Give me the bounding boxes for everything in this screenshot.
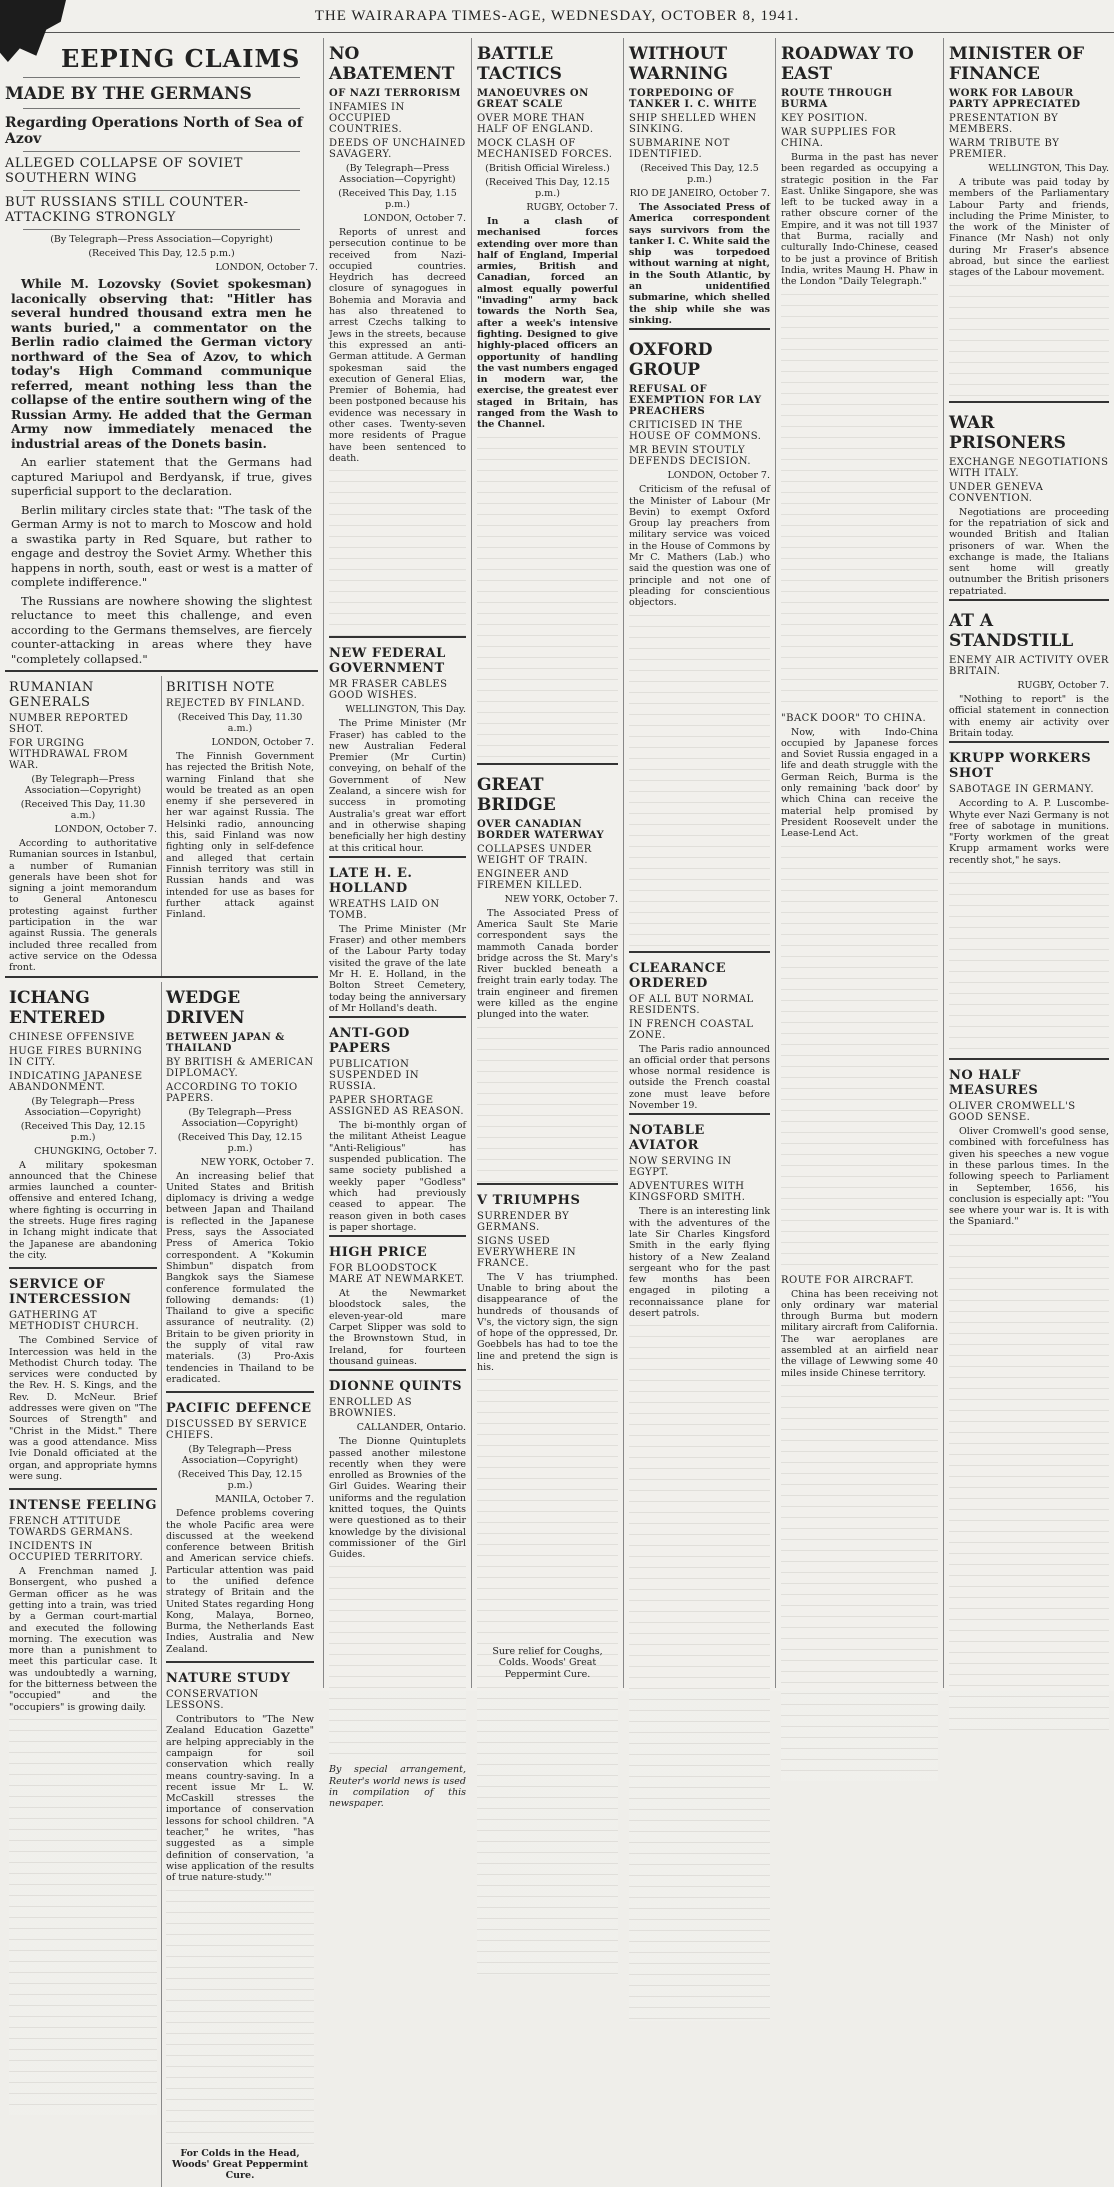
dateline: LONDON, October 7. [363, 213, 466, 224]
continued-text [781, 290, 938, 710]
headline: ANTI-GOD PAPERS [329, 1026, 410, 1057]
deck: MR FRASER CABLES GOOD WISHES. [329, 679, 448, 702]
article-body: According to authoritative Rumanian sources in Istanbul, a number of Rumanian generals have been shot for signing a joint memorandum to General Antonescu protesting against further participation in the war against Russia. The generals included three recalled from active service on the Odessa front. [9, 838, 157, 974]
deck: ROUTE THROUGH BURMA [781, 88, 893, 110]
article-body: Now, with Indo-China occupied by Japanese forces and Soviet Russia engaged in a life and death struggle with the German Reich, Burma is the only remaining 'back door' by which China can receive the material help promised by President Roosevelt under the Lease-Lend Act. [781, 726, 938, 840]
article-wedge-driven [166, 988, 314, 1386]
headline: RUMANIAN GENERALS [9, 680, 94, 710]
credit-line: (By Telegraph—Press Association—Copyright) [50, 234, 273, 245]
footnote: By special arrangement, Reuter's world news is used in compilation of this newspaper. [329, 1764, 466, 1810]
dateline: CHUNGKING, October 7. [34, 1145, 157, 1157]
article-body: Contributors to "The New Zealand Education Gazette" are helping appreciably in the campaign for soil conservation which really means country-saving. In a recent issue Mr L. W. McCaskill stresses the importance of conservation lessons for school children. "A teacher," he writes, "has suggested as a simple definition of conservation, 'a wise application of the results of true nature-study.'" [166, 1714, 314, 1884]
article-body: The Associated Press of America Sault Ste Marie correspondent says the mammoth Canada border bridge across the St. Mary's River buckled beneath a freight train early today. The train engineer and firemen were killed as the engine plunged into the water. [477, 907, 618, 1021]
sub-column-right [161, 982, 318, 2187]
dateline: LONDON, October 7. [667, 470, 770, 482]
article-pacific-defence [166, 1391, 314, 1655]
headline: LATE H. E. HOLLAND [329, 865, 413, 896]
headline: WITHOUT WARNING [629, 44, 728, 84]
continued-text [477, 433, 618, 763]
deck: OF ALL BUT NORMAL RESIDENTS. [629, 993, 754, 1016]
deck: CHINESE OFFENSIVE [9, 1031, 135, 1043]
deck: OVER MORE THAN HALF OF ENGLAND. [477, 113, 594, 135]
article-body: The Finnish Government has rejected the British Note, warning Finland that she would be treated as an open enemy if she persevered in her war against Russia. The Helsinki radio, announcing this, said Finland was now fighting only in self-defence and alleged that certain Finnish territory was still in Russian hands and was intended for use as bases for further attack against Finland. [166, 751, 314, 921]
column-1 [0, 38, 324, 2182]
dateline: RIO DE JANEIRO, October 7. [629, 188, 770, 199]
article-body: The bi-monthly organ of the militant Atheist League "Anti-Religious" has suspended publication. The same society published a weekly paper "Godless" which had previously ceased to appear. The reason given in both cases is paper shortage. [329, 1120, 466, 1233]
masthead-title: THE WAIRARAPA TIMES-AGE, WEDNESDAY, OCTOBER 8, 1941. [314, 7, 800, 24]
deck: ACCORDING TO TOKIO PAPERS. [166, 1081, 298, 1104]
advertisement: Sure relief for Coughs, Colds. Woods' Great Peppermint Cure. [492, 1646, 603, 1680]
deck: WARM TRIBUTE BY PREMIER. [949, 138, 1060, 160]
dateline: WELLINGTON, This Day. [988, 163, 1109, 174]
headline-counter-attacking: BUT RUSSIANS STILL COUNTER-ATTACKING STRONGLY [5, 195, 249, 225]
sub-columns-row-2 [5, 976, 318, 2187]
article-body: The Prime Minister (Mr Fraser) has cabled to the new Australian Federal Premier (Mr Curtin) conveying, on behalf of the Government of New Zealand, a sincere wish for success in promoting Australia's great war effort and in otherwise shaping beneficially her high destiny at this critical hour. [329, 718, 466, 854]
dateline: LONDON, October 7. [215, 262, 318, 273]
received-line: (Received This Day, 12.5 p.m.) [640, 163, 759, 185]
article-service-of-intercession [9, 1267, 157, 1482]
deck: SUBMARINE NOT IDENTIFIED. [629, 138, 730, 160]
received-line: (Received This Day, 11.30 a.m.) [177, 712, 303, 734]
deck: SHIP SHELLED WHEN SINKING. [629, 113, 757, 135]
masthead [0, 0, 1114, 33]
deck: REFUSAL OF EXEMPTION FOR LAY PREACHERS [629, 384, 762, 418]
article-body: In a clash of mechanised forces extending over more than half of England, Imperial armies, British and Canadian, forced an almost equally powerful "invading" army back towards the North Sea, after a week's intensive fighting. Designed to give highly-placed officers an opportunity of handling the vast numbers engaged in modern war, the exercise, the greatest ever staged in Britain, has ranged from the Wash to the Channel. [477, 216, 618, 431]
continued-text [629, 611, 770, 951]
headline: INTENSE FEELING [9, 1498, 158, 1514]
dateline: RUGBY, October 7. [1017, 680, 1109, 692]
credit-line: (British Official Wireless.) [485, 163, 610, 174]
deck: WAR SUPPLIES FOR CHINA. [781, 127, 897, 149]
advertisement: For Colds in the Head, Woods' Great Peppermint Cure. [171, 2147, 308, 2182]
article-nature-study [166, 1661, 314, 2181]
article-body: Negotiations are proceeding for the repatriation of sick and wounded British and Italian prisoners of war. When the exchange is made, the Italians sent home will greatly outnumber the British prisoners repatriated. [949, 506, 1109, 597]
article-body: The Combined Service of Intercession was held in the Methodist Church today. The services were conducted by the Rev. H. S. Kings, and the Rev. D. McNeur. Brief addresses were given on "The Sources of Strength" and "Christ in the Midst." There was a good attendance. Miss Ivie Donald officiated at the organ, and appropriate hymns were sung. [9, 1335, 157, 1482]
article-body: The Paris radio announced an official order that persons whose normal residence is outside the French coastal zone must leave before November 19. [629, 1043, 770, 1112]
article-rumanian-generals [5, 676, 161, 976]
deck: ENROLLED AS BROWNIES. [329, 1397, 413, 1420]
deck: KEY POSITION. [781, 113, 868, 124]
deck: DISCUSSED BY SERVICE CHIEFS. [166, 1419, 308, 1442]
article-body: The Associated Press of America correspondent says survivors from the tanker I. C. White said the ship was torpedoed without warning at night, in the South Atlantic, by an unidentified submarine, which shelled the ship while she was sinking. [629, 202, 770, 326]
sub-columns-row-1 [5, 670, 318, 976]
deck: FOR URGING WITHDRAWAL FROM WAR. [9, 738, 129, 771]
headline: MINISTER OF FINANCE [949, 44, 1085, 84]
continued-text [629, 1321, 770, 2021]
headline: NO ABATEMENT [329, 44, 455, 84]
article-ichang-entered [9, 988, 157, 1262]
headline: NOTABLE AVIATOR [629, 1123, 705, 1154]
headline: SERVICE OF INTERCESSION [9, 1277, 132, 1308]
dateline: LONDON, October 7. [54, 824, 157, 835]
continued-text [166, 1886, 314, 2146]
deck: INDICATING JAPANESE ABANDONMENT. [9, 1070, 143, 1093]
deck: CONSERVATION LESSONS. [166, 1689, 259, 1712]
deck: REJECTED BY FINLAND. [166, 698, 305, 709]
deck: DEEDS OF UNCHAINED SAVAGERY. [329, 138, 466, 160]
article-body: China has been receiving not only ordinary war material through Burma but modern military aircraft from California. The war aeroplanes are assembled at an airfield near the village of Lewwing some 40 miles inside Chinese territory. [781, 1288, 938, 1379]
deck: SURRENDER BY GERMANS. [477, 1210, 570, 1233]
column-6 [944, 38, 1114, 1688]
article-intense-feeling [9, 1488, 157, 2115]
headline-collapse: ALLEGED COLLAPSE OF SOVIET SOUTHERN WING [5, 156, 243, 186]
deck: BETWEEN JAPAN & THAILAND [166, 1031, 285, 1054]
deck: SABOTAGE IN GERMANY. [949, 784, 1095, 796]
article-british-note [161, 676, 318, 976]
headline: NEW FEDERAL GOVERNMENT [329, 646, 446, 677]
deck: MR BEVIN STOUTLY DEFENDS DECISION. [629, 445, 752, 468]
continued-text [949, 868, 1109, 1058]
received-line: (Received This Day, 12.15 p.m.) [20, 1120, 146, 1143]
received-line: (Received This Day, 12.5 p.m.) [88, 248, 235, 259]
headline: PACIFIC DEFENCE [166, 1401, 312, 1417]
deck: CRITICISED IN THE HOUSE OF COMMONS. [629, 420, 762, 443]
headline: CLEARANCE ORDERED [629, 960, 727, 991]
received-line: (Received This Day, 1.15 p.m.) [338, 188, 457, 210]
deck: IN FRENCH COASTAL ZONE. [629, 1018, 754, 1041]
article-body: Oliver Cromwell's good sense, combined with forcefulness has given his speeches a new vogue in these parlous times. In the following speech to Parliament in September, 1656, his conclusion is especially apt: "You see where your war is. It is with the Spaniard." [949, 1126, 1109, 1228]
headline: ROADWAY TO EAST [781, 44, 914, 84]
subheading: ROUTE FOR AIRCRAFT. [781, 1274, 915, 1286]
article-body: A military spokesman announced that the Chinese armies launched a counter-offensive and entered Ichang, where fighting is occurring in the streets. Huge fires raging in Ichang might indicate that the Japanese are abandoning the city. [9, 1159, 157, 1261]
paragraph: An earlier statement that the Germans had captured Mariupol and Berdyansk, if true, gives superficial support to the declaration. [11, 455, 312, 498]
column-5 [776, 38, 944, 1688]
article-body: Burma in the past has never been regarded as occupying a strategic position in the Far East. Unlike Singapore, she was left to be tucked away in a rather obscure corner of the Empire, and it was not till 1937 that Burma, racially and culturally Indo-Chinese, ceased to be just a province of British India, writes Maung H. Phaw in the London "Daily Telegraph." [781, 152, 938, 288]
sub-column-left [5, 982, 161, 2187]
deck: INCIDENTS IN OCCUPIED TERRITORY. [9, 1541, 144, 1564]
headline: KRUPP WORKERS SHOT [949, 751, 1092, 782]
article-body: Defence problems covering the whole Pacific area were discussed at the weekend conference between British and American service chiefs. Particular attention was paid to the unified defence strategy of Britain and the United States regarding Hong Kong, Malaya, Borneo, Burma, the Netherlands East Indies, Australia and New Zealand. [166, 1508, 314, 1655]
deck: UNDER GENEVA CONVENTION. [949, 481, 1044, 504]
headline: DIONNE QUINTS [329, 1379, 463, 1395]
deck: OF NAZI TERRORISM [329, 88, 461, 99]
dateline: CALLANDER, Ontario. [356, 1422, 466, 1434]
continued-text [781, 1381, 938, 1781]
headline: BRITISH NOTE [166, 680, 275, 695]
headline: HIGH PRICE [329, 1245, 428, 1261]
article-body: According to A. P. Luscombe-Whyte ever Nazi Germany is not free of sabotage in munitions. "Forty workmen of the great Krupp armament works were recently shot," he says. [949, 798, 1109, 866]
headline: BATTLE TACTICS [477, 44, 562, 84]
deck: COLLAPSES UNDER WEIGHT OF TRAIN. [477, 843, 592, 866]
headline: AT A STANDSTILL [949, 611, 1074, 652]
received-line: (Received This Day, 11.30 a.m.) [20, 799, 146, 821]
column-2 [324, 38, 472, 1810]
deck: PUBLICATION SUSPENDED IN RUSSIA. [329, 1059, 420, 1093]
dateline: MANILA, October 7. [215, 1494, 314, 1506]
article-body: Reports of unrest and persecution continue to be received from Nazi-occupied countries. Heydrich has decreed closure of synagogues in Bohemia and Moravia and has also threatened to arrest Czechs talking to Jews in the streets, because this expressed an anti-German attitude. A German spokesman said the execution of General Elias, Premier of Bohemia, had been postponed because his evidence was necessary in other cases. Twenty-seven more residents of Prague have been sentenced to death. [329, 227, 466, 464]
deck: EXCHANGE NEGOTIATIONS WITH ITALY. [949, 456, 1109, 479]
article-body: An increasing belief that United States and British diplomacy is driving a wedge between Japan and Thailand is reflected in the Japanese Press, says the Associated Press of America Tokio correspondent. A "Kokumin Shimbun" dispatch from Bangkok says the Siamese conference formulated the following demands: (1) Thailand to give a specific assurance of neutrality. (2) Britain to be given priority in the supply of vital raw materials. (3) Pro-Axis tendencies in Thailand to be eradicated. [166, 1170, 314, 1385]
article-body: A tribute was paid today by members of the Parliamentary Labour Party and friends, including the Prime Minister, to the work of the Minister of Finance (Mr Nash) not only during Mr Fraser's absence abroad, but since the earliest stages of the Labour movement. [949, 177, 1109, 279]
credit-line: (By Telegraph—Press Association—Copyright) [181, 1106, 299, 1129]
article-body: A Frenchman named J. Bonsergent, who pushed a German officer as he was getting into a train, was tried by a German court-martial and executed the following morning. The execution was more than a punishment to meet this particular case. It was undoubtedly a warning, for the bitterness between the "occupied" and the "occupiers" is growing daily. [9, 1566, 157, 1713]
headline-sea-of-azov: Regarding Operations North of Sea of Azov [5, 115, 303, 147]
dateline: WELLINGTON, This Day. [345, 704, 466, 716]
article-body: "Nothing to report" is the official statement in connection with enemy air activity over Britain today. [949, 694, 1109, 739]
deck: SIGNS USED EVERYWHERE IN FRANCE. [477, 1235, 577, 1269]
continued-text [949, 281, 1109, 401]
received-line: (Received This Day, 12.15 p.m.) [485, 177, 610, 199]
credit-line: (By Telegraph—Press Association—Copyright) [339, 163, 456, 185]
deck: ADVENTURES WITH KINGSFORD SMITH. [629, 1181, 746, 1204]
deck: PAPER SHORTAGE ASSIGNED AS REASON. [329, 1095, 465, 1118]
headline-keeping-claims: EEPING CLAIMS [61, 44, 301, 73]
deck: TORPEDOING OF TANKER I. C. WHITE [629, 88, 757, 110]
deck: MANOEUVRES ON GREAT SCALE [477, 88, 589, 110]
article-body: Criticism of the refusal of the Minister of Labour (Mr Bevin) to exempt Oxford Group lay preachers from military service was voiced in the House of Commons by Mr C. Mathers (Lab.) who said the question was one of principle and not one of pleading for conscientious objectors. [629, 484, 770, 609]
credit-line: (By Telegraph—Press Association—Copyright) [24, 774, 142, 796]
deck: PRESENTATION BY MEMBERS. [949, 113, 1059, 135]
continued-text [781, 842, 938, 1272]
deck: HUGE FIRES BURNING IN CITY. [9, 1045, 143, 1068]
received-line: (Received This Day, 12.15 p.m.) [177, 1469, 303, 1492]
column-4 [624, 38, 776, 1688]
continued-text [329, 1562, 466, 1762]
column-3 [472, 38, 624, 1688]
dateline: RUGBY, October 7. [526, 202, 618, 213]
headline: WEDGE DRIVEN [166, 987, 245, 1028]
deck: OLIVER CROMWELL'S GOOD SENSE. [949, 1101, 1076, 1124]
headline: ICHANG ENTERED [9, 987, 105, 1028]
paragraph: The Russians are nowhere showing the slightest reluctance to meet this challenge, and even according to the Germans themselves, are fiercely counter-attacking in areas where they have "completely collapsed." [11, 593, 312, 666]
deck: WREATHS LAID ON TOMB. [329, 898, 440, 921]
headline-made-by-germans: MADE BY THE GERMANS [5, 84, 252, 104]
article-body: The V has triumphed. Unable to bring about the disappearance of the hundreds of thousands of V's, the victory sign, the sign of hope of the oppressed, Dr. Goebbels has had to toe the line and pretend the sign is his. [477, 1271, 618, 1373]
deck: ENEMY AIR ACTIVITY OVER BRITAIN. [949, 655, 1109, 678]
subheading: "BACK DOOR" TO CHINA. [781, 712, 927, 724]
headline: V TRIUMPHS [477, 1192, 581, 1208]
deck: FRENCH ATTITUDE TOWARDS GERMANS. [9, 1516, 134, 1539]
deck: OVER CANADIAN BORDER WATERWAY [477, 818, 605, 841]
article-body: The Prime Minister (Mr Fraser) and other members of the Labour Party today visited the grave of the late Mr H. E. Holland, in the Bolton Street Cemetery, today being the anniversary of Mr Holland's death. [329, 923, 466, 1014]
continued-text [949, 1230, 1109, 1730]
continued-text [477, 1023, 618, 1183]
deck: INFAMIES IN OCCUPIED COUNTRIES. [329, 102, 405, 135]
deck: WORK FOR LABOUR PARTY APPRECIATED [949, 88, 1081, 110]
credit-line: (By Telegraph—Press Association—Copyright) [181, 1444, 299, 1467]
continued-text [9, 1715, 157, 2115]
deck: MOCK CLASH OF MECHANISED FORCES. [477, 138, 613, 160]
article-body: There is an interesting link with the adventures of the late Sir Charles Kingsford Smith in the early flying history of a New Zealand sergeant who for the past few months has been engaged in piloting a reconnaissance plane for desert patrols. [629, 1206, 770, 1319]
article-body: At the Newmarket bloodstock sales, the eleven-year-old mare Carpet Slipper was sold to the Brownstown Stud, in Ireland, for fourteen thousand guineas. [329, 1288, 466, 1367]
headline: GREAT BRIDGE [477, 774, 556, 815]
deck: ENGINEER AND FIREMEN KILLED. [477, 868, 583, 891]
deck: BY BRITISH & AMERICAN DIPLOMACY. [166, 1056, 314, 1079]
received-line: (Received This Day, 12.15 p.m.) [177, 1131, 303, 1154]
article-body: The Dionne Quintuplets passed another milestone recently when they were enrolled as Brownies of the Girl Guides. Wearing their uniforms and the regulation knitted toques, the Quints were questioned as to their knowledge by the divisional commissioner of the Girl Guides. [329, 1436, 466, 1561]
headline: WAR PRISONERS [949, 412, 1066, 453]
deck: NOW SERVING IN EGYPT. [629, 1156, 732, 1179]
paragraph: Berlin military circles state that: "The task of the German Army is not to march to Moscow and hold a swastika party in Red Square, but rather to engage and destroy the Soviet Army. Whether this happens in north, south, east or west is a matter of complete indifference." [11, 502, 312, 589]
headline: NATURE STUDY [166, 1671, 291, 1687]
headline: NO HALF MEASURES [949, 1068, 1039, 1099]
dateline: NEW YORK, October 7. [200, 1156, 314, 1168]
lead-paragraph: While M. Lozovsky (Soviet spokesman) laconically observing that: "Hitler has several hundred thousand extra men he wants buried," a commentator on the Berlin radio claimed the German victory northward of the Sea of Azov, to which today's High Command communique referred, meant nothing less than the collapse of the entire southern wing of the Russian Army. He added that the German Army now immediately menaced the industrial areas of the Donets basin. [11, 276, 312, 451]
dateline: NEW YORK, October 7. [504, 893, 618, 905]
dateline: LONDON, October 7. [211, 737, 314, 748]
credit-line: (By Telegraph—Press Association—Copyright) [24, 1095, 142, 1118]
deck: FOR BLOODSTOCK MARE AT NEWMARKET. [329, 1263, 465, 1286]
deck: NUMBER REPORTED SHOT. [9, 713, 129, 735]
headline: OXFORD GROUP [629, 340, 713, 381]
continued-text [329, 466, 466, 636]
deck: GATHERING AT METHODIST CHURCH. [9, 1310, 140, 1333]
